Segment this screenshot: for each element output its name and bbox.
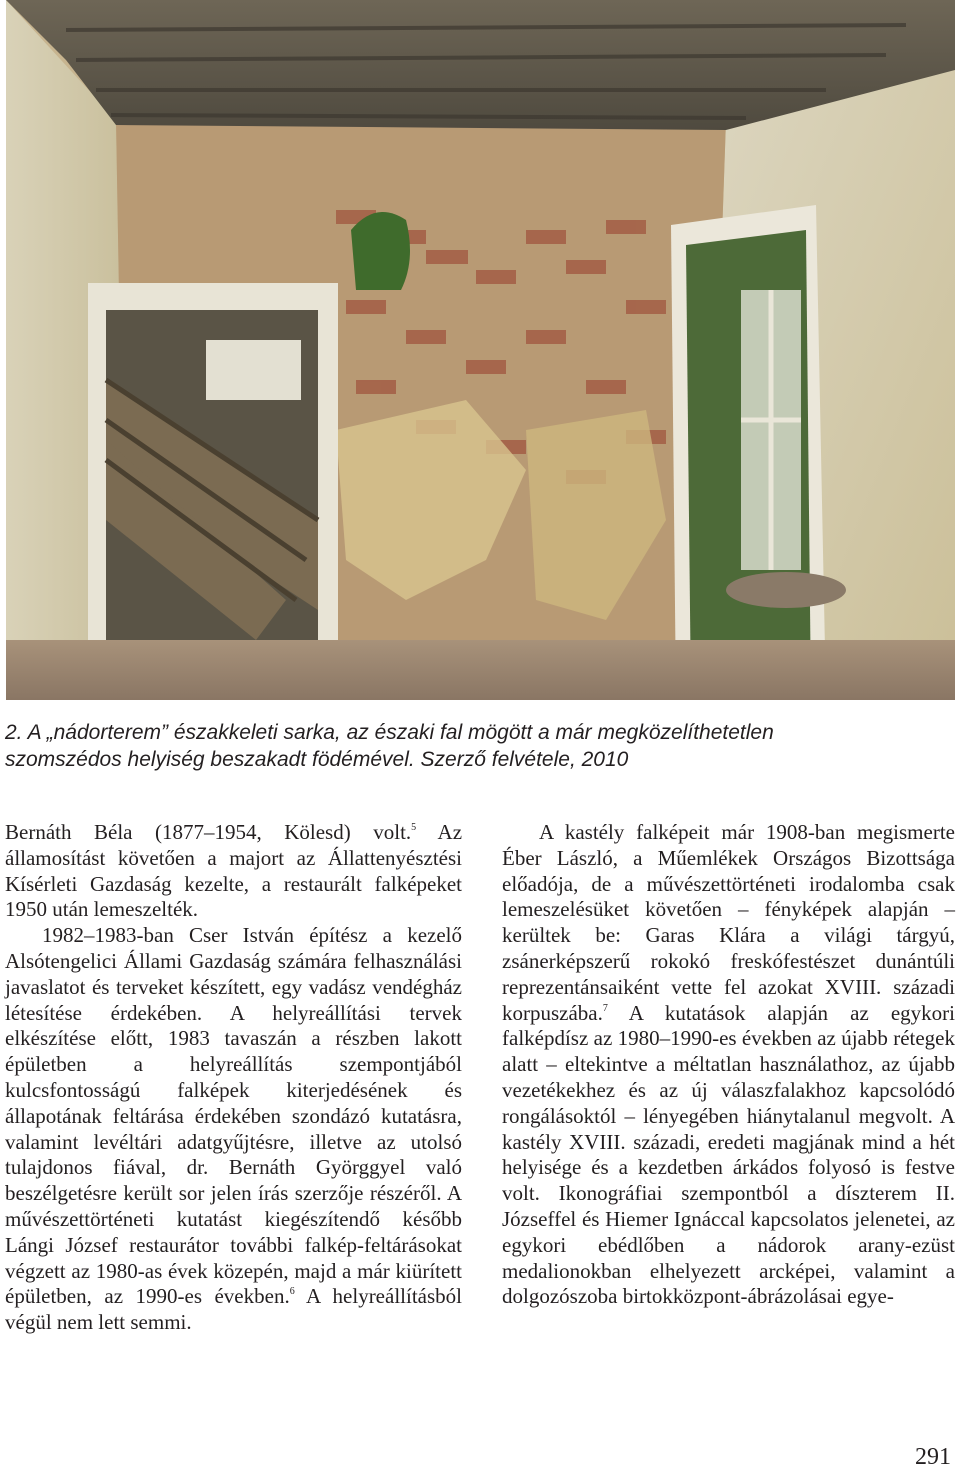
left-p2-text-b: A helyreállításból végül nem lett semmi.	[5, 1284, 462, 1335]
figure-caption	[5, 719, 955, 773]
right-p1-text-a: A kastély falképeit már 1908-ban megismerte Éber László, a Műemlékek Országos Bizottsága előadója, de a művészettörténeti irodalomba csak lemeszelésüket követően – fényképek alapján – kerültek be: Garas Klára a világi tárgyú, zsánerképszerű rokokó freskófestészet dunántúli reprezentánsaiként vette fel azokat XVIII. századi korpuszába.	[502, 820, 955, 1025]
footnote-ref-7: 7	[602, 1002, 608, 1014]
caption-line-1: 2. A „nádorterem” északkeleti sarka, az északi fal mögött a már megközelíthetetlen	[5, 721, 774, 744]
right-p1-text-b: A kutatások alapján az egykori falképdísz az 1980–1990-es években az újabb rétegek alatt – eltekintve a méltatlan használathoz, az újabb vezetékekhez és az új válaszfalakhoz kapcsolódó rongálásoktól – lényegében hiánytalanul megvolt. A kastély XVIII. századi, eredeti magjának mind a hét helyisége és a kezdetben árkádos folyosó is festve volt. Ikonográfiai szempontból a díszterem II. Józseffel és Hiemer Ignáccal kapcsolatos jelenetei, az egykori ebédlőben a nádorok arany-ezüst medalionokban elhelyezett arcképei, valamint a dolgozószoba birtokközpont-ábrázolásai egye-	[502, 1000, 955, 1309]
left-paragraph-1	[5, 820, 462, 923]
ruined-room-photo	[6, 0, 955, 700]
right-paragraph-1	[502, 820, 955, 1310]
footnote-ref-6: 6	[289, 1286, 295, 1298]
right-text-column	[502, 820, 955, 1310]
left-p1-text-b: Az államosítást követően a majort az Állattenyésztési Kísérleti Gazdaság kezelte, a restaurált falképeket 1950 után lemeszelték.	[5, 820, 463, 922]
left-paragraph-2	[5, 923, 462, 1336]
left-p1-text-a: Bernáth Béla (1877–1954, Kölesd) volt.	[5, 820, 412, 844]
page-number: 291	[915, 1444, 951, 1470]
footnote-ref-5: 5	[411, 822, 417, 833]
left-text-column	[5, 820, 462, 1336]
caption-line-2: szomszédos helyiség beszakadt födémével. Szerző felvétele, 2010	[5, 748, 629, 771]
left-p2-text-a: 1982–1983-ban Cser István építész a kezelő Alsótengelici Állami Gazdaság számára felhasználási javaslatot és terveket készített, egy vadász vendégház létesítése érdekében. A helyreállítási tervek elkészítése előtt, 1983 tavaszán a részben lakott épületben a helyreállítás szempontjából kulcsfontosságú falképek kiterjedésének és állapotának feltárása érdekében szondázó kutatásra, valamint levéltári adatgyűjtésre, illetve az utolsó tulajdonos fiával, dr. Bernáth Györggyel való beszélgetésre került sor jelen írás szerzője részéről. A művészettörténeti kutatást kiegészítendő később Lángi József restaurátor további falkép-feltárásokat végzett az 1980-as évek közepén, majd a már kiürített épületben, az 1990-es években.	[5, 923, 462, 1309]
